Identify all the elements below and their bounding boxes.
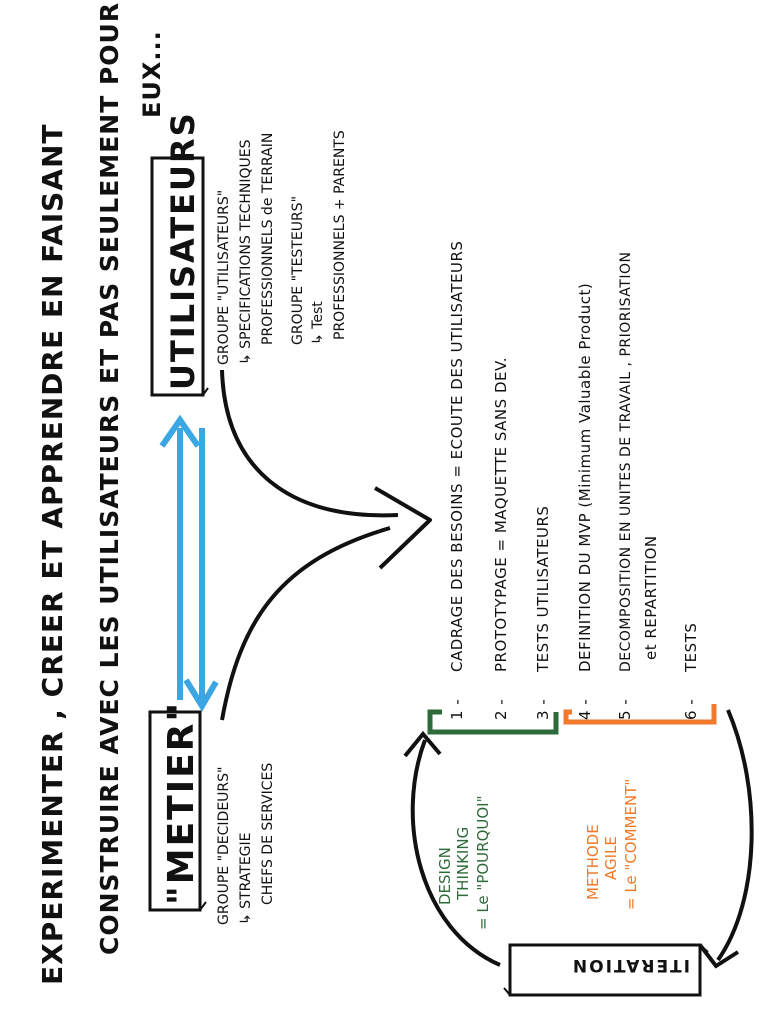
step-4-num: 4 - — [576, 698, 594, 720]
design-thinking-line2: THINKING — [454, 826, 472, 900]
step-3-num: 3 - — [534, 698, 552, 720]
iteration-label: ITERATION — [570, 955, 690, 975]
agile-line3: = Le "COMMENT" — [622, 778, 640, 910]
metier-bullet1: ↳ STRATEGIE — [238, 832, 254, 925]
step-5-text-cont: et REPARTITION — [642, 535, 660, 660]
step-5-text: DECOMPOSITION EN UNITES DE TRAVAIL , PRIORISATION — [618, 251, 634, 672]
step-6-num: 6 - — [682, 698, 700, 720]
step-2-text: PROTOTYPAGE = MAQUETTE SANS DEV. — [492, 356, 510, 672]
utilisateurs-banner — [152, 111, 208, 395]
util-group1-b1: ↳ SPECIFICATIONS TECHNIQUES — [238, 139, 254, 365]
title-line1: EXPERIMENTER , CREER ET APPRENDRE EN FAISANT — [36, 123, 69, 985]
step-4-text: DEFINITION DU MVP (Minimum Valuable Product) — [576, 282, 594, 672]
merge-arrow — [222, 370, 430, 720]
step-3-text: TESTS UTILISATEURS — [534, 505, 552, 672]
util-group1: GROUPE "UTILISATEURS" — [216, 189, 232, 365]
metier-bullet2: CHEFS DE SERVICES — [260, 762, 276, 905]
agile-line2: AGILE — [602, 836, 620, 880]
iteration-banner — [504, 945, 708, 995]
title-line3: EUX... — [138, 30, 166, 118]
design-thinking-line1: DESIGN — [436, 847, 454, 905]
title-line2: CONSTRUIRE AVEC LES UTILISATEURS ET PAS SEULEMENT POUR — [95, 1, 124, 955]
step-1-text: CADRAGE DES BESOINS = ECOUTE DES UTILISATEURS — [448, 240, 466, 672]
agile-line1: METHODE — [584, 824, 602, 900]
step-5-num: 5 - — [616, 698, 634, 720]
metier-label: "METIER" — [161, 700, 202, 905]
metier-banner — [150, 701, 206, 910]
blue-double-arrow — [162, 420, 216, 706]
step-6-text: TESTS — [682, 622, 700, 672]
util-group2-b2: PROFESSIONNELS + PARENTS — [332, 130, 348, 340]
util-group1-b2: PROFESSIONNELS de TERRAIN — [260, 132, 276, 345]
util-group2: GROUPE "TESTEURS" — [290, 195, 306, 345]
util-group2-b1: ↳ Test — [310, 301, 326, 345]
step-2-num: 2 - — [492, 698, 510, 720]
design-thinking-line3: = Le "POURQUOI" — [474, 795, 492, 930]
metier-group: GROUPE "DECIDEURS" — [216, 766, 232, 925]
utilisateurs-label: UTILISATEURS — [164, 111, 202, 390]
step-1-num: 1 - — [448, 698, 466, 720]
